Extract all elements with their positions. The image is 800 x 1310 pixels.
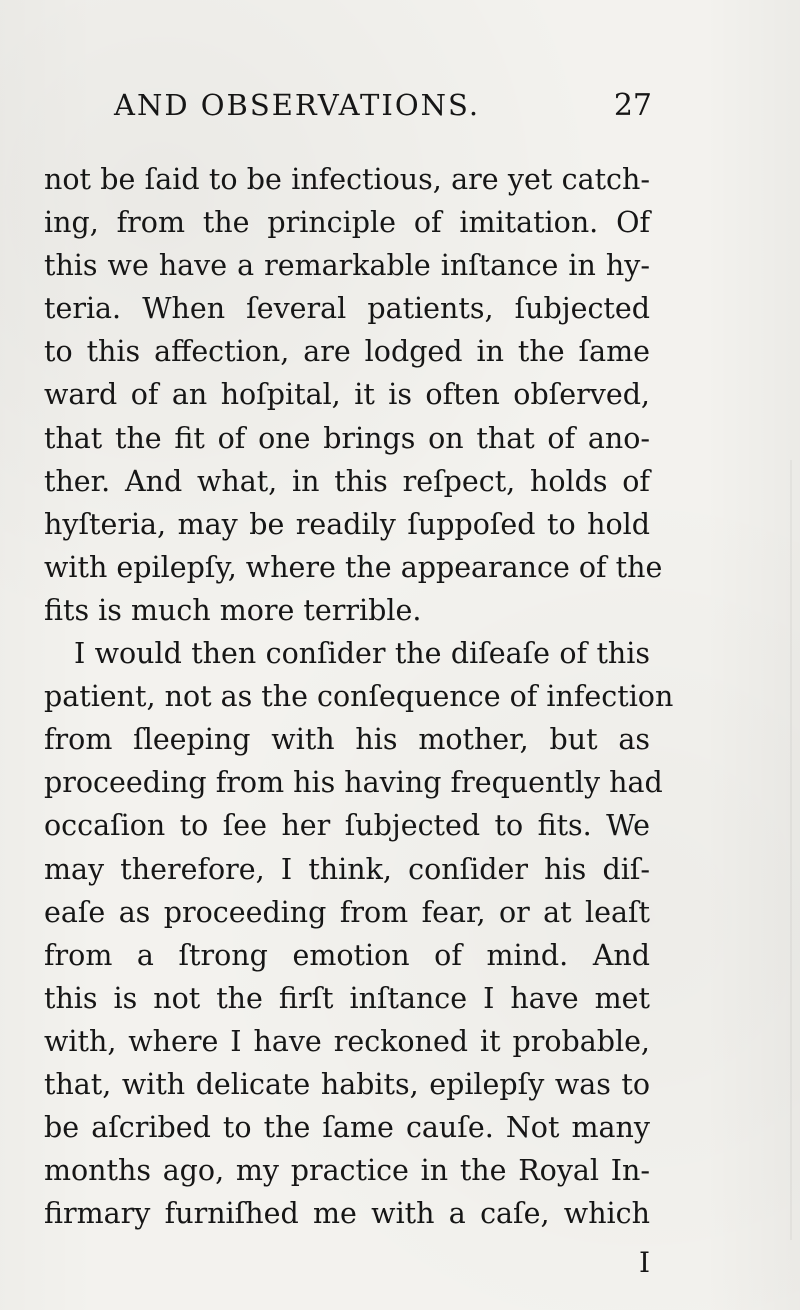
text-line: this is not the firſt inſtance I have met [44, 981, 650, 1015]
page-header [42, 88, 652, 136]
text-line: teria. When ſeveral patients, ſubjected [44, 292, 650, 326]
text-line: from a ſtrong emotion of mind. And [44, 938, 650, 972]
page-edge-shadow [790, 460, 792, 1240]
paragraph-end-line: fits is much more terrible. [44, 593, 422, 627]
text-line: that, with delicate habits, epilepſy was to [44, 1067, 650, 1101]
text-line: hyſteria, may be readily ſuppoſed to hold [44, 507, 650, 541]
text-line: not be ſaid to be infectious, are yet catch- [44, 163, 650, 196]
text-line: months ago, my practice in the Royal In- [44, 1154, 650, 1188]
page-number: 27 [613, 88, 652, 123]
running-head: AND OBSERVATIONS. [114, 88, 481, 122]
text-line: with epilepſy, where the appearance of the [44, 550, 663, 584]
text-line: from ſleeping with his mother, but as [44, 723, 650, 757]
text-line: with, where I have reckoned it probable, [44, 1024, 650, 1058]
catchword: I [638, 1246, 650, 1279]
text-line: be aſcribed to the ſame cauſe. Not many [44, 1111, 650, 1145]
text-line: to this affection, are lodged in the ſame [44, 335, 650, 369]
text-line: eaſe as proceeding from fear, or at leaſt [44, 895, 650, 929]
text-line: occaſion to ſee her ſubjected to fits. We [44, 809, 650, 843]
text-line: ward of an hoſpital, it is often obſerved, [44, 378, 650, 412]
paragraph-start-line: I would then conſider the diſeaſe of this [74, 637, 650, 671]
text-line: ing, from the principle of imitation. Of [44, 206, 650, 240]
text-line: patient, not as the conſequence of infection [44, 680, 674, 714]
text-line: may therefore, I think, conſider his diſ- [44, 852, 650, 886]
text-line: ther. And what, in this reſpect, holds of [44, 464, 650, 498]
text-line: this we have a remarkable inſtance in hy- [44, 249, 650, 283]
body-text [44, 158, 674, 1235]
text-line: proceeding from his having frequently had [44, 766, 663, 800]
text-line: that the fit of one brings on that of ano- [44, 421, 650, 455]
text-line: firmary furniſhed me with a caſe, which [44, 1197, 650, 1231]
